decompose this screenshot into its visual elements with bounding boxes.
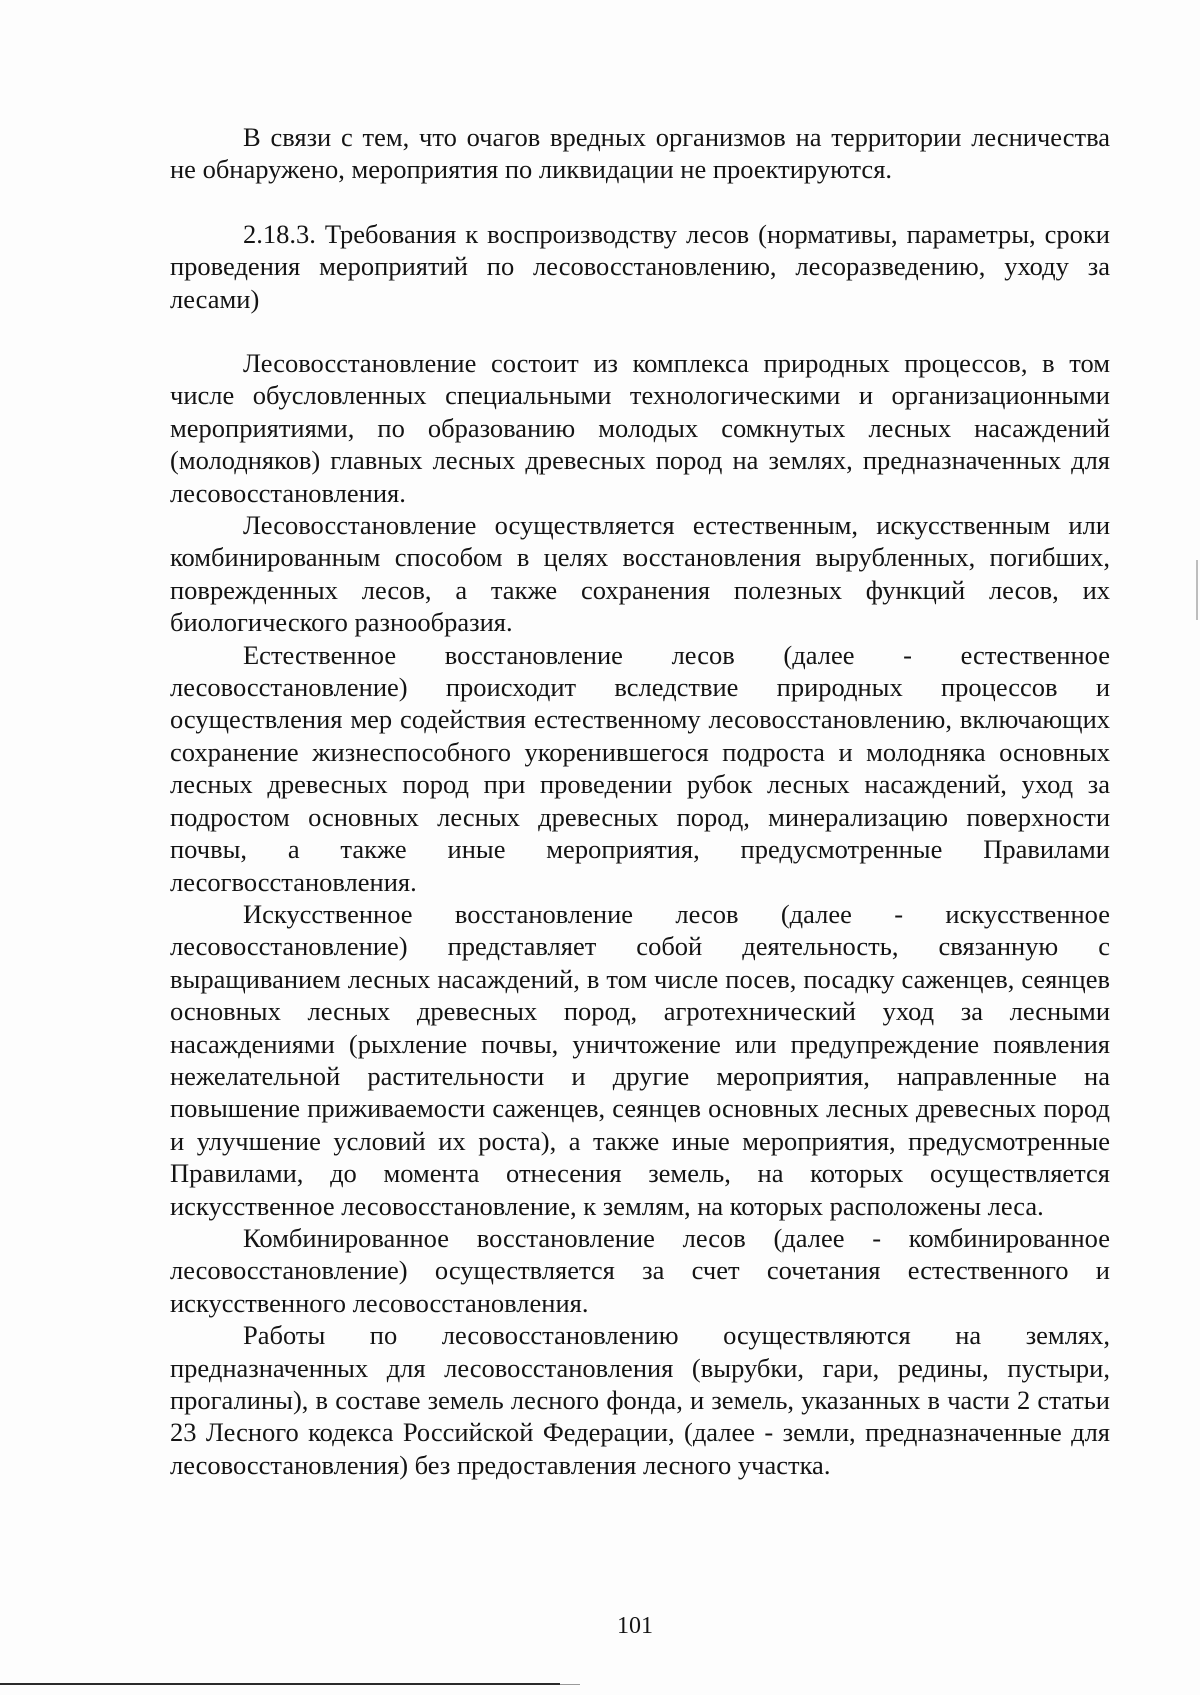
paragraph-natural-reforestation: Естественное восстановление лесов (далее - естественное лесовосстановление) происходит вследствие природных процессов и осуществления мер содействия естественному лесовосстановлению, включающих сохранение жизнеспособного укоренившегося подроста и молодняка основных лесных древесных пород при проведении рубок лесных насаждений, уход за подростом основных лесных древесных пород, минерализацию поверхности почвы, а также иные мероприятия, предусмотренные Правилами лесогвосстановления. bbox=[170, 639, 1110, 897]
page-number: 101 bbox=[617, 1613, 653, 1639]
scan-edge-line bbox=[0, 1683, 560, 1685]
paragraph-reforestation-definition: Лесовосстановление состоит из комплекса природных процессов, в том числе обусловленных специальными технологическими и организационными мероприятиями, по образованию молодых сомкнутых лесных насаждений (молодняков) главных лесных древесных пород на землях, предназначенных для лесовосстановления. bbox=[170, 348, 1110, 508]
paragraph-reforestation-works: Работы по лесовосстановлению осуществляются на землях, предназначенных для лесовосстановления (вырубки, гари, редины, пустыри, прогалины), в составе земель лесного фонда, и земель, указанных в части 2 статьи 23 Лесного кодекса Российской Федерации, (далее - земли, предназначенные для лесовосстановления) без предоставления лесного участка. bbox=[170, 1320, 1110, 1480]
paragraph-reforestation-methods: Лесовосстановление осуществляется естественным, искусственным или комбинированным способом в целях восстановления вырубленных, погибших, поврежденных лесов, а также сохранения полезных функций лесов, их биологического разнообразия. bbox=[170, 510, 1110, 638]
body-section bbox=[170, 347, 1110, 1481]
paragraph-artificial-reforestation: Искусственное восстановление лесов (далее - искусственное лесовосстановление) представляет собой деятельность, связанную с выращиванием лесных насаждений, в том числе посев, посадку саженцев, сеянцев основных лесных древесных пород, агротехнический уход за лесными насаждениями (рыхление почвы, уничтожение или предупреждение появления нежелательной растительности и другие мероприятия, направленные на повышение приживаемости саженцев, сеянцев основных лесных древесных пород и улучшение условий их роста), а также иные мероприятия, предусмотренные Правилами, до момента отнесения земель, на которых осуществляется искусственное лесовосстановление, к землям, на которых расположены леса. bbox=[170, 898, 1110, 1221]
intro-section bbox=[170, 121, 1110, 186]
section-heading-block bbox=[170, 218, 1110, 315]
paragraph-combined-reforestation: Комбинированное восстановление лесов (далее - комбинированное лесовосстановление) осуществляется за счет сочетания естественного и искусственного лесовосстановления. bbox=[170, 1222, 1110, 1318]
scan-edge-mark bbox=[1196, 560, 1198, 620]
section-heading: 2.18.3. Требования к воспроизводству лесов (нормативы, параметры, сроки проведения мероприятий по лесовосстановлению, лесоразведению, уходу за лесами) bbox=[170, 219, 1110, 314]
intro-paragraph: В связи с тем, что очагов вредных организмов на территории лесничества не обнаружено, мероприятия по ликвидации не проектируются. bbox=[170, 122, 1110, 185]
scan-edge-line-faint bbox=[560, 1684, 580, 1685]
